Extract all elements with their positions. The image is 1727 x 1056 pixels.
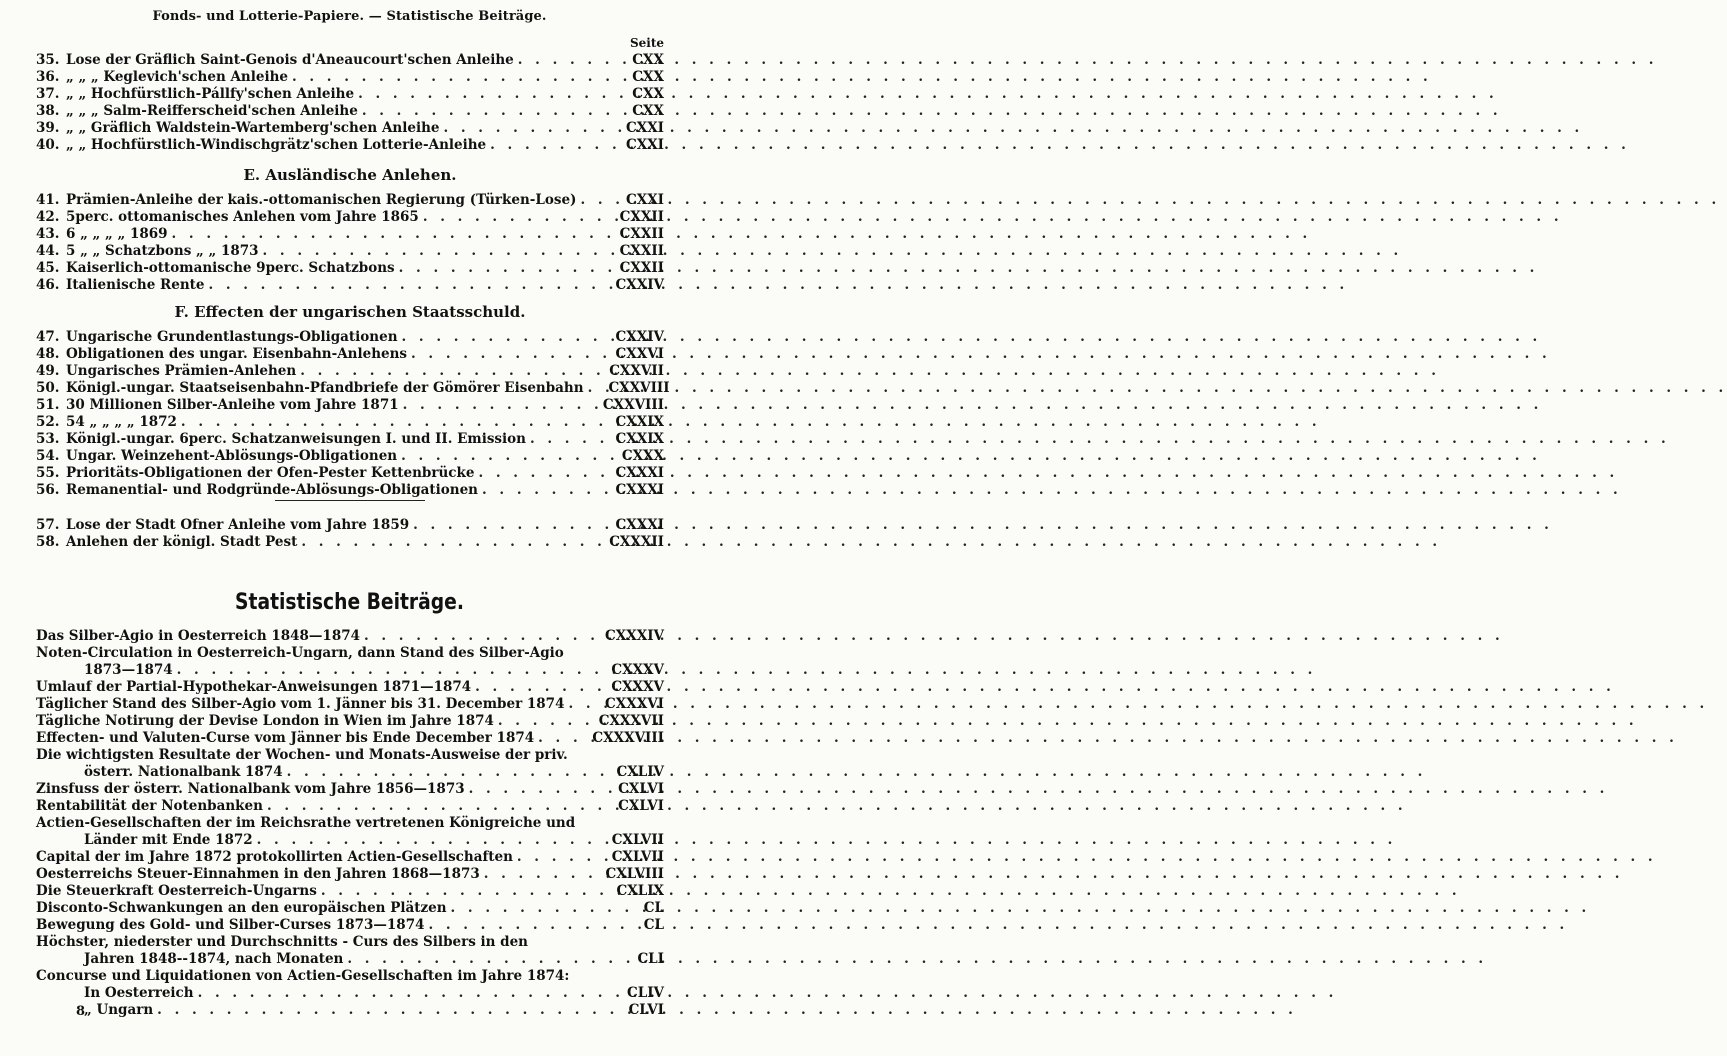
dot-leader xyxy=(428,917,590,934)
toc-entry xyxy=(36,849,664,866)
entry-page-ref: CXX xyxy=(632,69,664,85)
dot-leader xyxy=(364,628,590,645)
entry-page-ref: CXXVII xyxy=(609,363,664,379)
section-g xyxy=(36,500,664,551)
entry-title: 5 „ „ Schatzbons „ „ 1873 xyxy=(66,243,259,259)
entry-title: „ Ungarn xyxy=(84,1002,154,1018)
dot-leader xyxy=(362,103,590,120)
entry-page-ref: CXLVI xyxy=(618,781,664,797)
dot-leader xyxy=(399,260,590,277)
toc-entry xyxy=(36,628,664,645)
dot-leader xyxy=(478,465,590,482)
entry-title: Noten-Circulation in Oesterreich-Ungarn, dann Stand des Silber-Agio xyxy=(36,645,564,661)
entry-number: 52. xyxy=(36,414,60,430)
toc-entry xyxy=(36,985,664,1002)
toc-entry xyxy=(36,934,664,951)
entry-number: 50. xyxy=(36,380,60,396)
entry-number: 54. xyxy=(36,448,60,464)
toc-entry xyxy=(36,645,664,662)
entry-number: 51. xyxy=(36,397,60,413)
section-f-heading: F. Effecten der ungarischen Staatsschuld. xyxy=(174,303,526,321)
entry-page-ref: CXXII xyxy=(619,260,664,276)
entry-number: 43. xyxy=(36,226,60,242)
dot-leader xyxy=(451,900,590,917)
entry-title: Actien-Gesellschaften der im Reichsrathe vertretenen Königreiche und xyxy=(36,815,576,831)
entry-title: Ungarische Grundentlastungs-Obligationen xyxy=(66,329,398,345)
entry-page-ref: CXXXI xyxy=(615,465,664,481)
dot-leader xyxy=(347,951,590,968)
entry-page-ref: CXXI xyxy=(625,137,664,153)
dot-leader xyxy=(157,1002,590,1019)
toc-entry xyxy=(36,465,664,482)
entry-title: Königl.-ungar. 6perc. Schatzanweisungen I. und II. Emission xyxy=(66,431,526,447)
entry-page-ref: CL xyxy=(643,900,664,916)
section-e-heading: E. Ausländische Anlehen. xyxy=(243,166,457,184)
entry-number: 56. xyxy=(36,482,60,498)
dot-leader xyxy=(444,120,591,137)
toc-entry xyxy=(36,815,664,832)
entry-page-ref: CXXI xyxy=(625,192,664,208)
dot-leader xyxy=(177,662,590,679)
entry-page-ref: CXX xyxy=(632,52,664,68)
entry-page-ref: CXXII xyxy=(619,226,664,242)
toc-entry xyxy=(36,517,664,534)
entry-page-ref: CLIV xyxy=(626,985,664,1001)
entry-number: 45. xyxy=(36,260,60,276)
entry-title: Die wichtigsten Resultate der Wochen- und Monats-Ausweise der priv. xyxy=(36,747,568,763)
toc-entry xyxy=(36,900,664,917)
entry-number: 36. xyxy=(36,69,60,85)
entry-page-ref: CXXVIII xyxy=(602,397,664,413)
dot-leader xyxy=(172,226,590,243)
entry-title: Kaiserlich-ottomanische 9perc. Schatzbons xyxy=(66,260,395,276)
entry-number: 38. xyxy=(36,103,60,119)
toc-entry xyxy=(36,52,664,69)
entry-page-ref: CLVI xyxy=(628,1002,664,1018)
entry-page-ref: CXX xyxy=(632,103,664,119)
toc-entry xyxy=(36,968,664,985)
entry-number: 35. xyxy=(36,52,60,68)
entry-page-ref: CXXIV xyxy=(615,329,664,345)
entry-page-ref: CXXXI xyxy=(615,482,664,498)
toc-entry xyxy=(36,832,664,849)
entry-number: 42. xyxy=(36,209,60,225)
entry-title: Das Silber-Agio in Oesterreich 1848—1874 xyxy=(36,628,360,644)
entry-page-ref: CXXXVIII xyxy=(592,730,664,746)
entry-number: 49. xyxy=(36,363,60,379)
entry-page-ref: CXXIV xyxy=(615,277,664,293)
entry-title: Remanential- und Rodgründe-Ablösungs-Obligationen xyxy=(66,482,479,498)
dot-leader xyxy=(538,730,588,747)
running-header: Fonds- und Lotterie-Papiere. — Statistische Beiträge. xyxy=(152,9,547,24)
dot-leader xyxy=(181,414,590,431)
entry-page-ref: CXX xyxy=(632,86,664,102)
entry-page-ref: CXXIX xyxy=(615,431,664,447)
dot-leader xyxy=(484,866,590,883)
entry-title: 54 „ „ „ „ 1872 xyxy=(66,414,177,430)
entry-title: 30 Millionen Silber-Anleihe vom Jahre 1871 xyxy=(66,397,399,413)
toc-entry xyxy=(36,883,664,900)
entry-title: „ „ „ Keglevich'schen Anleihe xyxy=(66,69,288,85)
dot-leader xyxy=(208,277,590,294)
entry-page-ref: CXXXII xyxy=(609,534,664,550)
entry-title: Prämien-Anleihe der kais.-ottomanischen Regierung (Türken-Lose) xyxy=(66,192,577,208)
dot-leader xyxy=(301,534,590,551)
toc-entry xyxy=(36,103,664,120)
entry-number: 39. xyxy=(36,120,60,136)
dot-leader xyxy=(257,832,590,849)
entry-title: Obligationen des ungar. Eisenbahn-Anlehens xyxy=(66,346,408,362)
entry-page-ref: CXXXVII xyxy=(598,713,664,729)
entry-page-ref: CXLVI xyxy=(618,798,664,814)
entry-title: Oesterreichs Steuer-Einnahmen in den Jahren 1868—1873 xyxy=(36,866,480,882)
dot-leader xyxy=(498,713,590,730)
toc-entry xyxy=(36,482,664,499)
entry-title: Umlauf der Partial-Hypothekar-Anweisungen 1871—1874 xyxy=(36,679,472,695)
entry-title: Capital der im Jahre 1872 protokollirten Actien-Gesellschaften xyxy=(36,849,513,865)
dot-leader xyxy=(287,764,590,781)
entry-title: Zinsfuss der österr. Nationalbank vom Jahre 1856—1873 xyxy=(36,781,465,797)
entry-title: Jahren 1848--1874, nach Monaten xyxy=(84,951,344,967)
toc-entry xyxy=(36,397,664,414)
toc-entry xyxy=(36,209,664,226)
dot-leader xyxy=(490,137,590,154)
entry-number: 41. xyxy=(36,192,60,208)
entry-number: 46. xyxy=(36,277,60,293)
toc-entry xyxy=(36,764,664,781)
section-e xyxy=(36,160,664,294)
entry-title: „ „ Gräflich Waldstein-Wartemberg'schen Anleihe xyxy=(66,120,440,136)
entry-title: Die Steuerkraft Oesterreich-Ungarns xyxy=(36,883,317,899)
entry-title: österr. Nationalbank 1874 xyxy=(84,764,283,780)
entry-page-ref: CXXVIII xyxy=(608,380,670,396)
toc-entry xyxy=(36,414,664,431)
toc-entry xyxy=(36,86,664,103)
entry-title: Prioritäts-Obligationen der Ofen-Pester Kettenbrücke xyxy=(66,465,475,481)
entry-number: 53. xyxy=(36,431,60,447)
statistics-heading: Statistische Beiträge. xyxy=(235,590,464,615)
entry-page-ref: CXXX xyxy=(621,448,664,464)
entry-title: 1873—1874 xyxy=(84,662,173,678)
toc-entry xyxy=(36,679,664,696)
dot-leader xyxy=(300,363,590,380)
entry-title: Rentabilität der Notenbanken xyxy=(36,798,263,814)
dot-leader xyxy=(292,69,590,86)
toc-entry xyxy=(36,713,664,730)
toc-entry xyxy=(36,329,664,346)
entry-title: Lose der Stadt Ofner Anleihe vom Jahre 1859 xyxy=(66,517,410,533)
entry-page-ref: CXXII xyxy=(619,209,664,225)
entry-page-ref: CLI xyxy=(637,951,664,967)
entry-page-ref: CXLIV xyxy=(616,764,664,780)
dot-leader xyxy=(423,209,590,226)
toc-entry xyxy=(36,431,664,448)
toc-entry xyxy=(36,69,664,86)
entry-title: Italienische Rente xyxy=(66,277,205,293)
seite-label: Seite xyxy=(629,36,664,50)
entry-number: 47. xyxy=(36,329,60,345)
entry-number: 40. xyxy=(36,137,60,153)
dot-leader xyxy=(402,329,590,346)
document-page xyxy=(0,0,699,1056)
section-f-list xyxy=(36,329,670,499)
entry-title: Effecten- und Valuten-Curse vom Jänner bis Ende December 1874 xyxy=(36,730,535,746)
toc-entry xyxy=(36,866,664,883)
toc-entry xyxy=(36,534,664,551)
entry-title: Concurse und Liquidationen von Actien-Gesellschaften im Jahre 1874: xyxy=(36,968,570,984)
toc-entry xyxy=(36,260,664,277)
entry-title: Bewegung des Gold- und Silber-Curses 1873—1874 xyxy=(36,917,425,933)
toc-entry xyxy=(36,226,664,243)
toc-entry xyxy=(36,951,664,968)
entry-number: 57. xyxy=(36,517,60,533)
toc-entry xyxy=(36,277,664,294)
toc-entry xyxy=(36,730,664,747)
entry-page-ref: CXXXV xyxy=(611,679,664,695)
dot-leader xyxy=(580,192,590,209)
entry-title: In Oesterreich xyxy=(84,985,194,1001)
page-number: 8 xyxy=(76,1004,86,1019)
dot-leader xyxy=(518,52,590,69)
entry-number: 37. xyxy=(36,86,60,102)
dot-leader xyxy=(401,448,590,465)
section-g-list xyxy=(36,517,664,551)
toc-entry xyxy=(36,137,664,154)
dot-leader xyxy=(267,798,590,815)
toc-entry xyxy=(36,696,664,713)
toc-entry xyxy=(36,243,664,260)
entry-title: Höchster, niederster und Durchschnitts - Curs des Silbers in den xyxy=(36,934,528,950)
toc-entry xyxy=(36,747,664,764)
toc-entry xyxy=(36,120,664,137)
entry-number: 48. xyxy=(36,346,60,362)
dot-leader xyxy=(517,849,590,866)
dot-leader xyxy=(482,482,590,499)
toc-entry xyxy=(36,380,670,397)
section-e-list xyxy=(36,192,664,294)
dot-leader xyxy=(530,431,590,448)
dot-leader xyxy=(411,346,590,363)
section-d-list xyxy=(36,52,664,154)
toc-entry xyxy=(36,1002,664,1019)
separator-rule xyxy=(275,500,425,501)
toc-entry xyxy=(36,192,664,209)
dot-leader xyxy=(403,397,590,414)
entry-number: 58. xyxy=(36,534,60,550)
entry-number: 55. xyxy=(36,465,60,481)
dot-leader xyxy=(321,883,590,900)
entry-title: Ungarisches Prämien-Anlehen xyxy=(66,363,297,379)
entry-title: „ „ „ Salm-Reifferscheid'schen Anleihe xyxy=(66,103,358,119)
entry-title: Disconto-Schwankungen an den europäischen Plätzen xyxy=(36,900,447,916)
entry-page-ref: CXXXVI xyxy=(605,696,664,712)
toc-entry xyxy=(36,662,664,679)
dot-leader xyxy=(469,781,590,798)
dot-leader xyxy=(588,380,596,397)
entry-title: Königl.-ungar. Staatseisenbahn-Pfandbriefe der Gömörer Eisenbahn xyxy=(66,380,584,396)
entry-page-ref: CXXVI xyxy=(615,346,664,362)
entry-title: 5perc. ottomanisches Anlehen vom Jahre 1865 xyxy=(66,209,419,225)
toc-entry xyxy=(36,346,664,363)
dot-leader xyxy=(413,517,590,534)
toc-entry xyxy=(36,448,664,465)
entry-page-ref: CXXXV xyxy=(611,662,664,678)
dot-leader xyxy=(358,86,590,103)
toc-entry xyxy=(36,363,664,380)
section-f xyxy=(36,297,670,499)
dot-leader xyxy=(475,679,590,696)
entry-page-ref: CL xyxy=(643,917,664,933)
entry-page-ref: CXLVII xyxy=(611,832,664,848)
entry-page-ref: CXXIX xyxy=(615,414,664,430)
entry-title: Tägliche Notirung der Devise London in Wien im Jahre 1874 xyxy=(36,713,494,729)
statistics-list xyxy=(36,628,664,1019)
dot-leader xyxy=(263,243,590,260)
entry-title: Anlehen der königl. Stadt Pest xyxy=(66,534,298,550)
entry-number: 44. xyxy=(36,243,60,259)
toc-entry xyxy=(36,781,664,798)
entry-title: „ „ Hochfürstlich-Windischgrätz'schen Lotterie-Anleihe xyxy=(66,137,487,153)
entry-title: Länder mit Ende 1872 xyxy=(84,832,253,848)
entry-title: Lose der Gräflich Saint-Genois d'Aneaucourt'schen Anleihe xyxy=(66,52,514,68)
entry-page-ref: CXXII xyxy=(619,243,664,259)
entry-title: Ungar. Weinzehent-Ablösungs-Obligationen xyxy=(66,448,398,464)
entry-page-ref: CXLIX xyxy=(616,883,664,899)
entry-page-ref: CXXXIV xyxy=(605,628,664,644)
entry-page-ref: CXXXI xyxy=(615,517,664,533)
dot-leader xyxy=(568,696,590,713)
toc-entry xyxy=(36,798,664,815)
entry-page-ref: CXLVIII xyxy=(605,866,664,882)
entry-title: Täglicher Stand des Silber-Agio vom 1. Jänner bis 31. December 1874 xyxy=(36,696,565,712)
dot-leader xyxy=(198,985,590,1002)
entry-title: „ „ Hochfürstlich-Pállfy'schen Anleihe xyxy=(66,86,355,102)
entry-title: 6 „ „ „ „ 1869 xyxy=(66,226,168,242)
entry-page-ref: CXXI xyxy=(625,120,664,136)
toc-entry xyxy=(36,917,664,934)
entry-page-ref: CXLVII xyxy=(611,849,664,865)
